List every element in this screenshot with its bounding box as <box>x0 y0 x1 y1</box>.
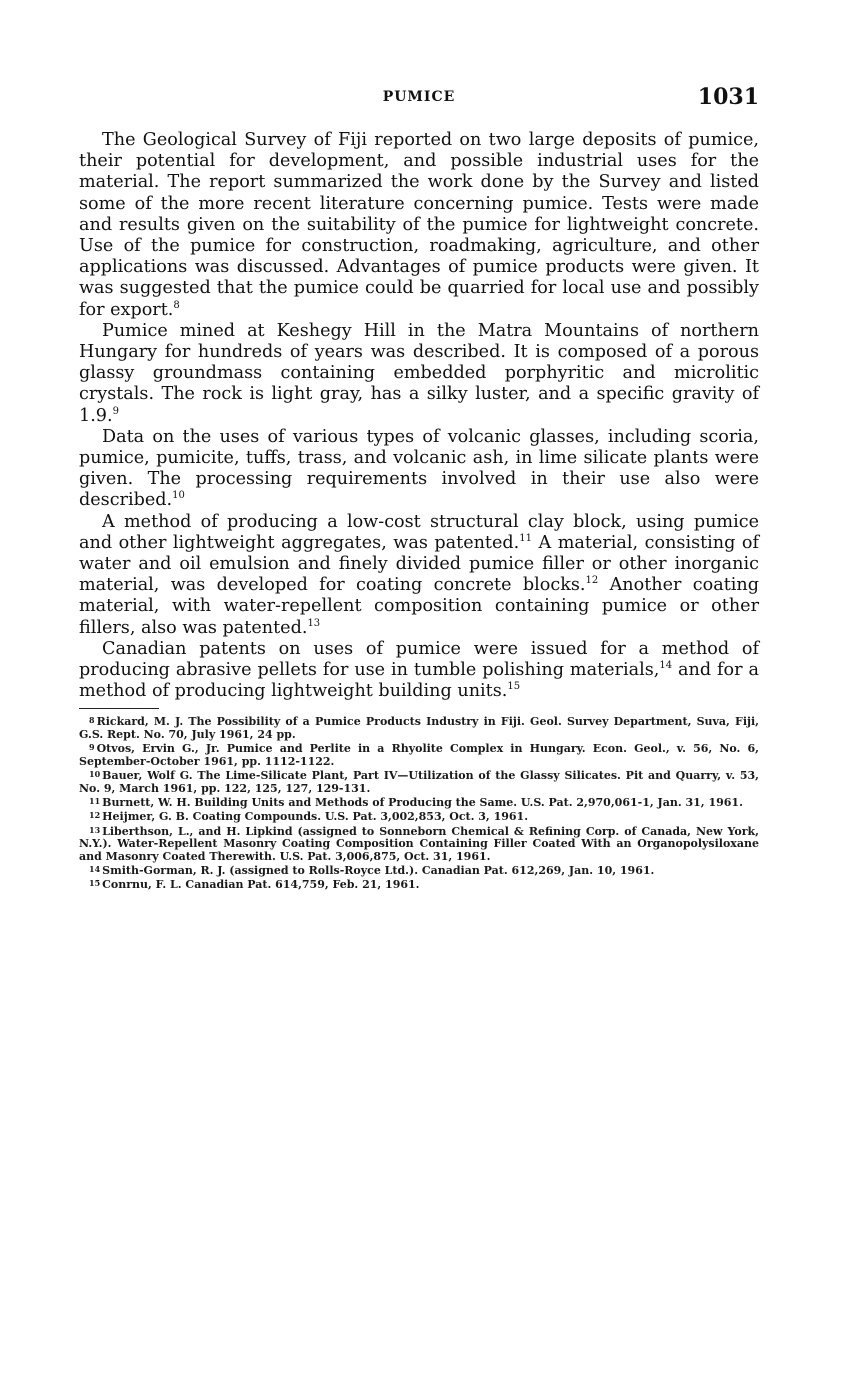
footnote-8 <box>79 714 759 741</box>
paragraph-clay-block <box>79 512 759 639</box>
footnote-text: Burnett, W. H. Building Units and Methods of Producing the Same. U.S. Pat. 2,970,061-1, Jan. 31, 1961. <box>102 795 743 809</box>
footnote-number: 9 <box>89 742 95 753</box>
footnote-ref: 8 <box>173 299 180 311</box>
paragraph-text: A material, consisting of water and oil emulsion and finely divided pumice filler or other inorganic material, was developed for coating concrete blocks. <box>79 532 759 596</box>
running-header <box>79 0 759 112</box>
footnote-9 <box>79 741 759 768</box>
footnote-text: Smith-Gorman, R. J. (assigned to Rolls-Royce Ltd.). Canadian Pat. 612,269, Jan. 10, 1961. <box>102 863 655 877</box>
paragraph-text: Data on the uses of various types of volcanic glasses, including scoria, pumice, pumicite, tuffs, trass, and volcanic ash, in lime silicate plants were given. The processing requirements involved in their use also were described. <box>79 426 759 511</box>
paragraph-text: Pumice mined at Keshegy Hill in the Matra Mountains of northern Hungary for hundreds of years was described. It is composed of a porous glassy groundmass containing embedded porphyritic and microlitic crystals. The rock is light gray, has a silky luster, and a specific gravity of 1.9. <box>79 320 759 426</box>
paragraph-canadian-patents <box>79 639 759 703</box>
page-number: 1031 <box>697 84 759 110</box>
footnote-ref: 14 <box>659 660 673 672</box>
footnote-number: 8 <box>89 715 95 726</box>
paragraph-fiji-survey <box>79 130 759 321</box>
footnote-number: 13 <box>89 824 101 835</box>
footnote-10 <box>79 768 759 795</box>
document-page <box>79 0 759 892</box>
paragraph-text: Another coating material, with water-repellent composition containing pumice or other fillers, also was patented. <box>79 575 759 638</box>
paragraph-text: Canadian patents on uses of pumice were issued for a method of producing abrasive pellets for use in tumble polishing materials, <box>79 638 759 681</box>
footnote-text: Otvos, Ervin G., Jr. Pumice and Perlite in a Rhyolite Complex in Hungary. Econ. Geol., v. 56, No. 6, September-October 1961, pp. 1112-1122. <box>79 742 759 768</box>
footnote-ref: 11 <box>519 532 533 544</box>
footnote-divider <box>79 708 159 709</box>
footnote-number: 11 <box>89 795 101 806</box>
paragraph-keshegy-hill <box>79 321 759 427</box>
footnotes <box>79 714 759 891</box>
footnote-ref: 13 <box>307 617 321 629</box>
footnote-ref: 10 <box>172 490 185 502</box>
running-title: PUMICE <box>382 89 456 105</box>
footnote-ref: 12 <box>585 575 599 587</box>
footnote-13 <box>79 824 759 863</box>
footnote-text: Heijmer, G. B. Coating Compounds. U.S. Pat. 3,002,853, Oct. 3, 1961. <box>102 810 529 824</box>
paragraph-text: The Geological Survey of Fiji reported on two large deposits of pumice, their potential for development, and possible industrial uses for the material. The report summarized the work done by the Survey and listed some of the more recent literature concerning pumice. Tests were made and results given on the suitability of the pumice for lightweight concrete. Use of the pumice for construction, roadmaking, agriculture, and other applications was discussed. Advantages of pumice products were given. It was suggested that the pumice could be quarried for local use and possibly for export. <box>79 130 759 320</box>
footnote-ref: 9 <box>112 405 119 417</box>
footnote-text: Rickard, M. J. The Possibility of a Pumice Products Industry in Fiji. Geol. Survey Department, Suva, Fiji, G.S. Rept. No. 70, July 1961, 24 pp. <box>79 715 759 741</box>
paragraph-text: and for a method of producing lightweight building units. <box>79 660 759 702</box>
footnote-15 <box>79 877 759 891</box>
footnote-11 <box>79 795 759 809</box>
paragraph-volcanic-glasses <box>79 427 759 512</box>
footnote-text: Liberthson, L., and H. Lipkind (assigned to Sonneborn Chemical & Refining Corp. of Canada, New York, N.Y.). Water-Repellent Masonry Coating Composition Containing Filler Coated With an Organopolysiloxane and Masonry Coated Therewith. U.S. Pat. 3,006,875, Oct. 31, 1961. <box>79 824 759 863</box>
footnote-text: Bauer, Wolf G. The Lime-Silicate Plant, Part IV—Utilization of the Glassy Silicates. Pit and Quarry, v. 53, No. 9, March 1961, pp. 122, 125, 127, 129-131. <box>79 769 759 795</box>
footnote-number: 10 <box>89 769 101 780</box>
footnote-number: 15 <box>89 878 101 889</box>
footnote-12 <box>79 809 759 823</box>
footnote-text: Conrnu, F. L. Canadian Pat. 614,759, Feb. 21, 1961. <box>102 878 420 892</box>
paragraph-text: A method of producing a low-cost structural clay block, using pumice and other lightweight aggregates, was patented. <box>79 511 759 553</box>
footnote-number: 12 <box>89 810 101 821</box>
footnote-number: 14 <box>89 863 101 874</box>
body-text <box>79 130 759 702</box>
footnote-ref: 15 <box>507 681 521 693</box>
footnote-14 <box>79 863 759 877</box>
